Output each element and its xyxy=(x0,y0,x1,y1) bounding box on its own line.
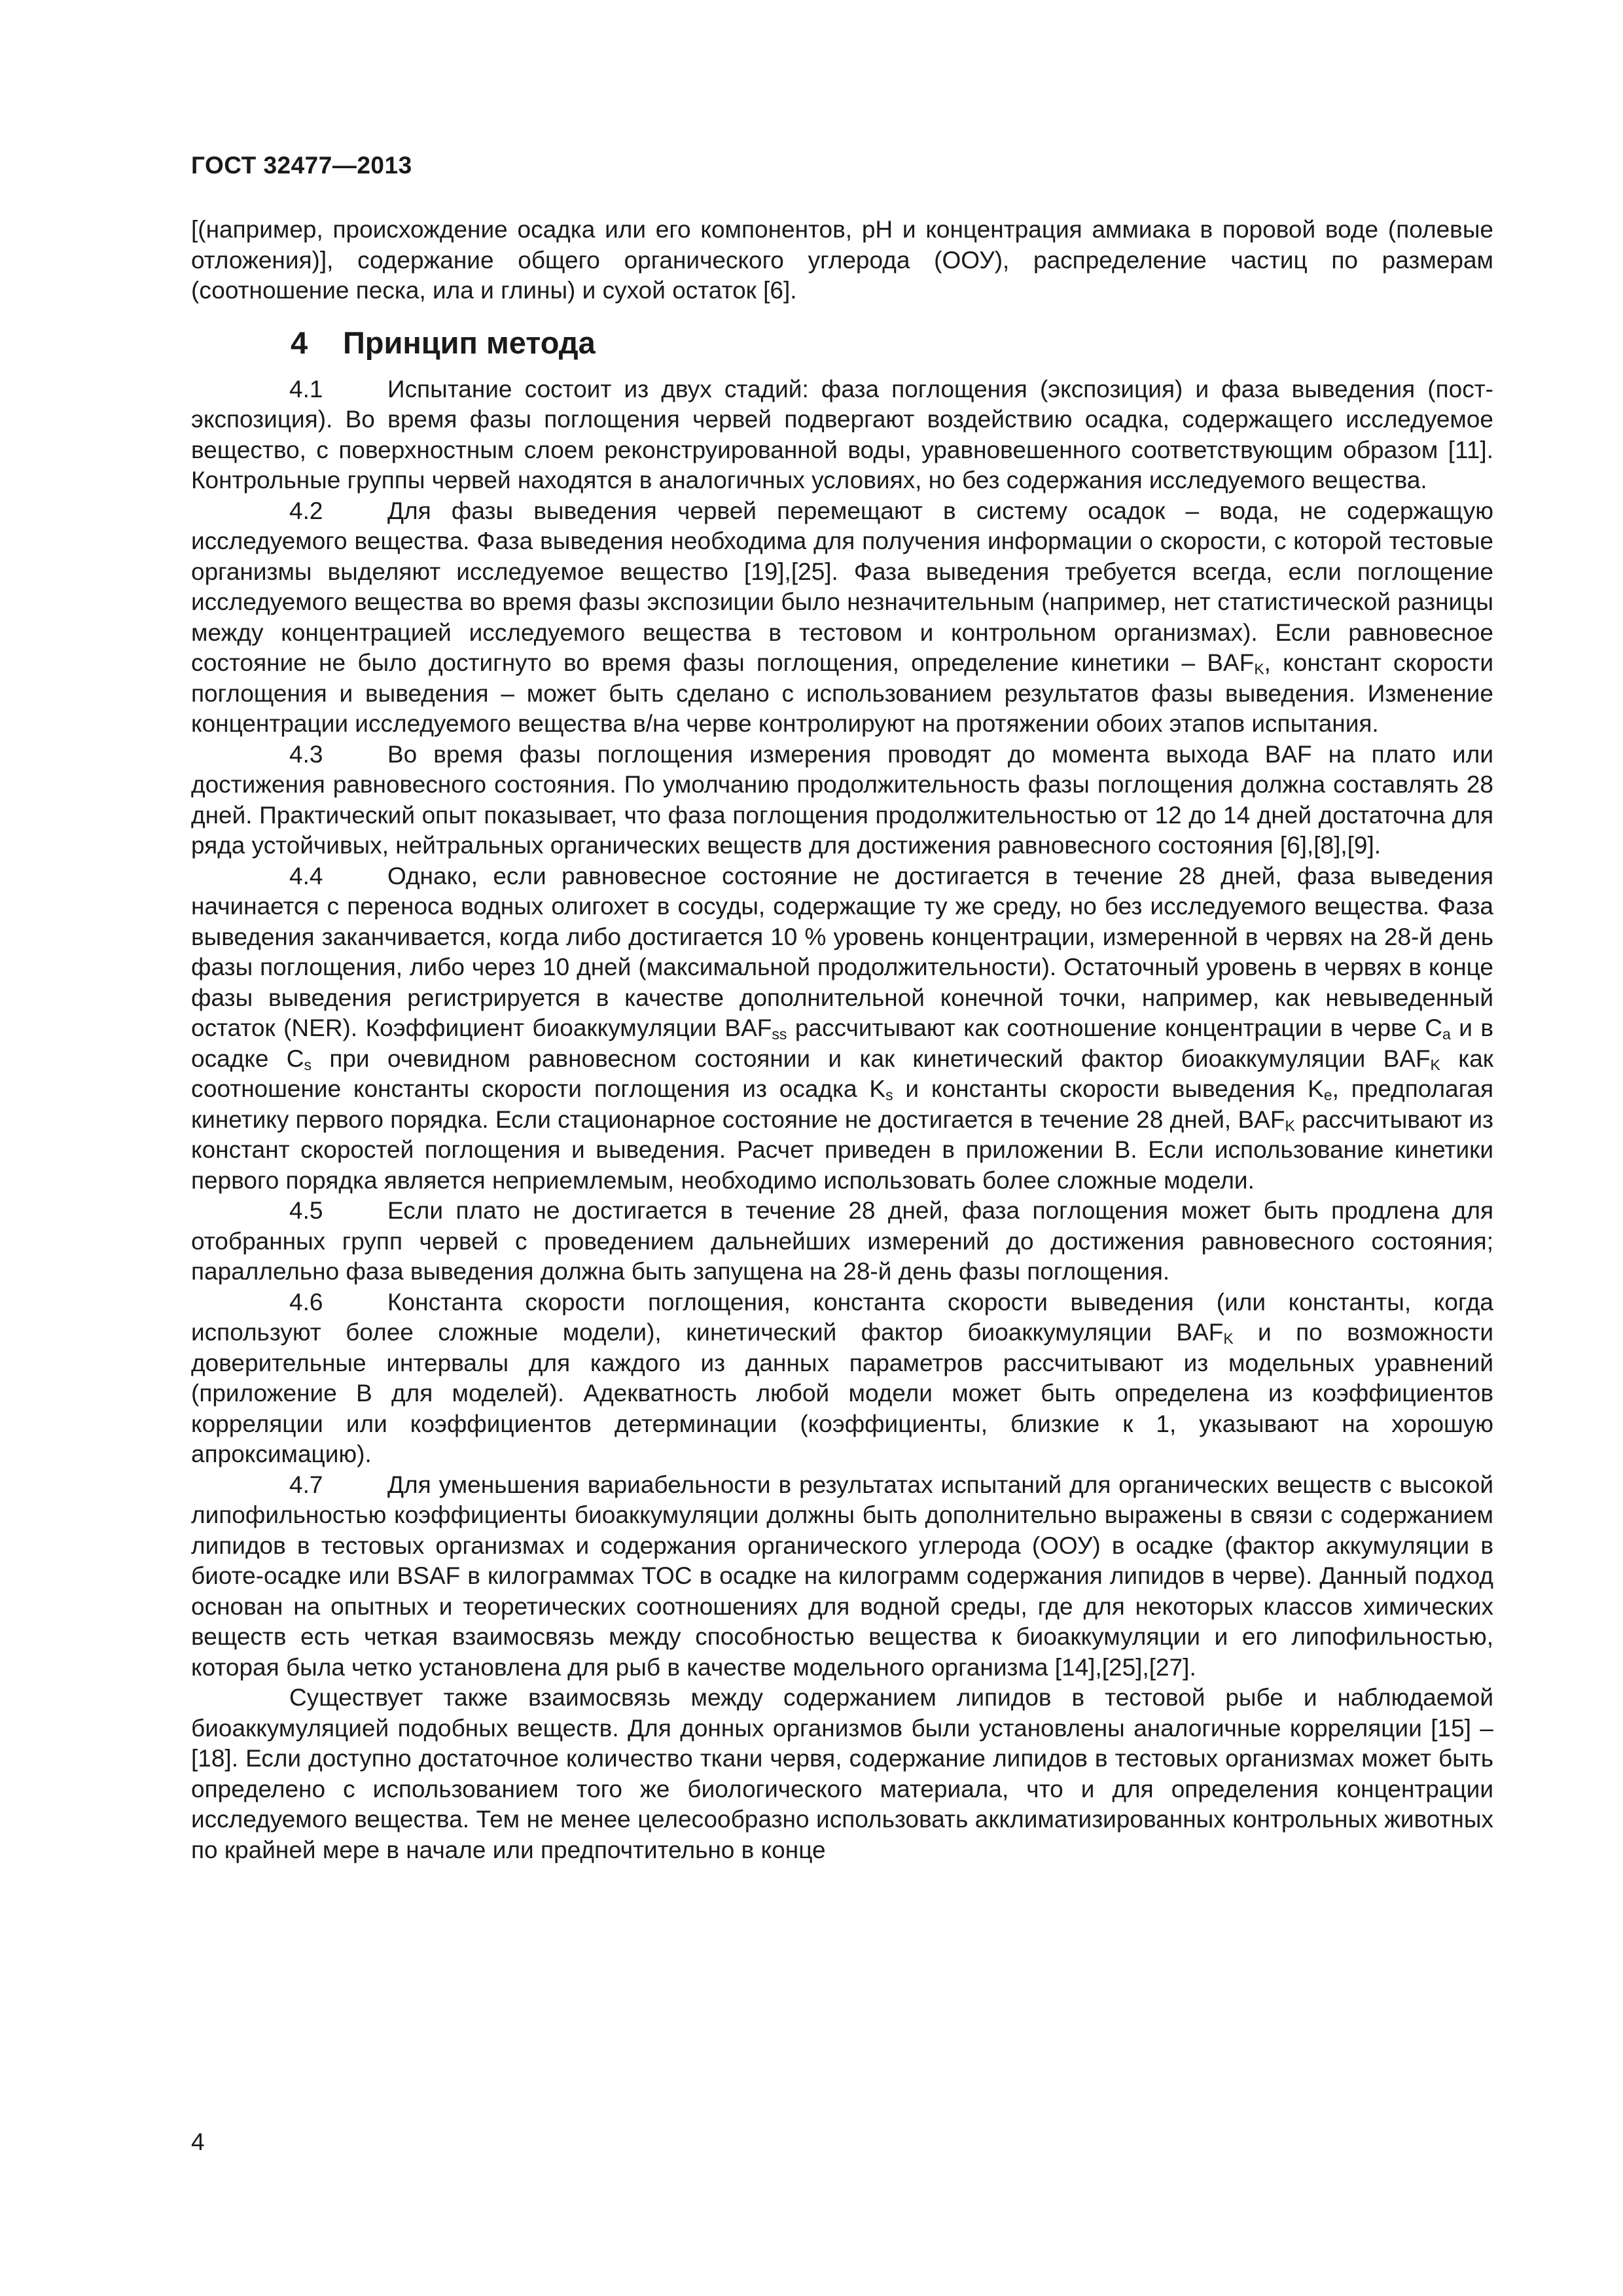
clause-number: 4.5 xyxy=(289,1197,323,1224)
section-number: 4 xyxy=(291,325,308,360)
paragraph-4-3: 4.3 Во время фазы поглощения измерения проводят до момента выхода BAF на плато или достижения равновесного состояния. По умолчанию продолжительность фазы поглощения должна составлять 28 дней. Практический опыт показывает, что фаза поглощения продолжительностью от 12 до 14 дней достаточна для ряда устойчивых, нейтральных органических веществ для достижения равновесного состояния [6],[8],[9]. xyxy=(191,740,1493,859)
clause-number: 4.1 xyxy=(289,375,323,403)
page-number: 4 xyxy=(191,2128,205,2155)
paragraph-4-5: 4.5 Если плато не достигается в течение 28 дней, фаза поглощения может быть продлена для отобранных групп червей с проведением дальнейших измерений до достижения равновесного состояния; параллельно фаза выведения должна быть запущена на 28-й день фазы поглощения. xyxy=(191,1197,1493,1285)
document-body xyxy=(191,215,1493,1865)
paragraph-4-7: 4.7 Для уменьшения вариабельности в результатах испытаний для органических веществ с высокой липофильностью коэффициенты биоаккумуляции должны быть дополнительно выражены в связи с содержанием липидов в тестовых организмах и содержания органического углерода (ООУ) в осадке (фактор аккумуляции в биоте-осадке или BSAF в килограммах TOC в осадке на килограмм содержания липидов в черве). Данный подход основан на опытных и теоретических соотношениях для водной среды, где для некоторых классов химических веществ есть четкая взаимосвязь между способностью вещества к биоаккумуляции и его липофильностью, которая была четко установлена для рыб в качестве модельного организма [14],[25],[27]. xyxy=(191,1471,1493,1681)
document-header: ГОСТ 32477—2013 xyxy=(191,152,412,179)
paragraph-4-1: 4.1 Испытание состоит из двух стадий: фаза поглощения (экспозиция) и фаза выведения (пост-экспозиция). Во время фазы поглощения червей подвергают воздействию осадка, содержащего исследуемое вещество, с поверхностным слоем реконструированной воды, уравновешенного соответствующим образом [11]. Контрольные группы червей находятся в аналогичных условиях, но без содержания исследуемого вещества. xyxy=(191,375,1493,493)
section-heading xyxy=(291,325,1493,361)
clause-number: 4.4 xyxy=(289,862,323,889)
paragraph-4-4: 4.4 Однако, если равновесное состояние не достигается в течение 28 дней, фаза выведения начинается с переноса водных олигохет в сосуды, содержащие ту же среду, но без исследуемого вещества. Фаза выведения заканчивается, когда либо достигается 10 % уровень концентрации, измеренной в червях на 28-й день фазы поглощения, либо через 10 дней (максимальной продолжительности). Остаточный уровень в червях в конце фазы выведения регистрируется в качестве дополнительной конечной точки, например, как невыведенный остаток (NER). Коэффициент биоаккумуляции $BAF_{ss}$ рассчитывают как соотношение концентрации в черве $C_a$ и в осадке $C_s$ при очевидном равновесном состоянии и как кинетический фактор биоаккумуляции $BAF_K$ как соотношение константы скорости поглощения из осадка $K_s$ и константы скорости выведения $K_e$, предполагая кинетику первого порядка. Если стационарное состояние не достигается в течение 28 дней, $BAF_K$ рассчитывают из констант скоростей поглощения и выведения. Расчет приведен в приложении В. Если использование кинетики первого порядка является неприемлемым, необходимо использовать более сложные модели. xyxy=(191,862,1494,1194)
paragraph-4-6: 4.6 Константа скорости поглощения, константа скорости выведения (или константы, когда используют более сложные модели), кинетический фактор биоаккумуляции $BAF_K$ и по возможности доверительные интервалы для каждого из данных параметров рассчитывают из модельных уравнений (приложение В для моделей). Адекватность любой модели может быть определена из коэффициентов корреляции или коэффициентов детерминации (коэффициенты, близкие к 1, указывают на хорошую апроксимацию). xyxy=(191,1288,1493,1467)
section-title: Принцип метода xyxy=(343,325,596,360)
clause-number: 4.6 xyxy=(289,1288,323,1316)
clause-number: 4.3 xyxy=(289,740,323,768)
intro-paragraph: [(например, происхождение осадка или его компонентов, pH и концентрация аммиака в поровой воде (полевые отложения)], содержание общего органического углерода (ООУ), распределение частиц по размерам (соотношение песка, ила и глины) и сухой остаток [6]. xyxy=(191,216,1493,304)
clause-number: 4.7 xyxy=(289,1471,323,1498)
paragraph-4-2: 4.2 Для фазы выведения червей перемещают в систему осадок – вода, не содержащую исследуемого вещества. Фаза выведения необходима для получения информации о скорости, с которой тестовые организмы выделяют исследуемое вещество [19],[25]. Фаза выведения требуется всегда, если поглощение исследуемого вещества во время фазы экспозиции было незначительным (например, нет статистической разницы между концентрацией исследуемого вещества в тестовом и контрольном организмах). Если равновесное состояние не было достигнуто во время фазы поглощения, определение кинетики – $BAF_K$, констант скорости поглощения и выведения – может быть сделано с использованием результатов фазы выведения. Изменение концентрации исследуемого вещества в/на черве контролируют на протяжении обоих этапов испытания. xyxy=(191,497,1493,737)
clause-number: 4.2 xyxy=(289,497,323,524)
paragraph-continuation: Существует также взаимосвязь между содержанием липидов в тестовой рыбе и наблюдаемой биоаккумуляцией подобных веществ. Для донных организмов были установлены аналогичные корреляции [15] – [18]. Если доступно достаточное количество ткани червя, содержание липидов в тестовых организмах может быть определено с использованием того же биологического материала, что и для определения концентрации исследуемого вещества. Тем не менее целесообразно использовать акклиматизированных контрольных животных по крайней мере в начале или предпочтительно в конце xyxy=(191,1684,1493,1863)
